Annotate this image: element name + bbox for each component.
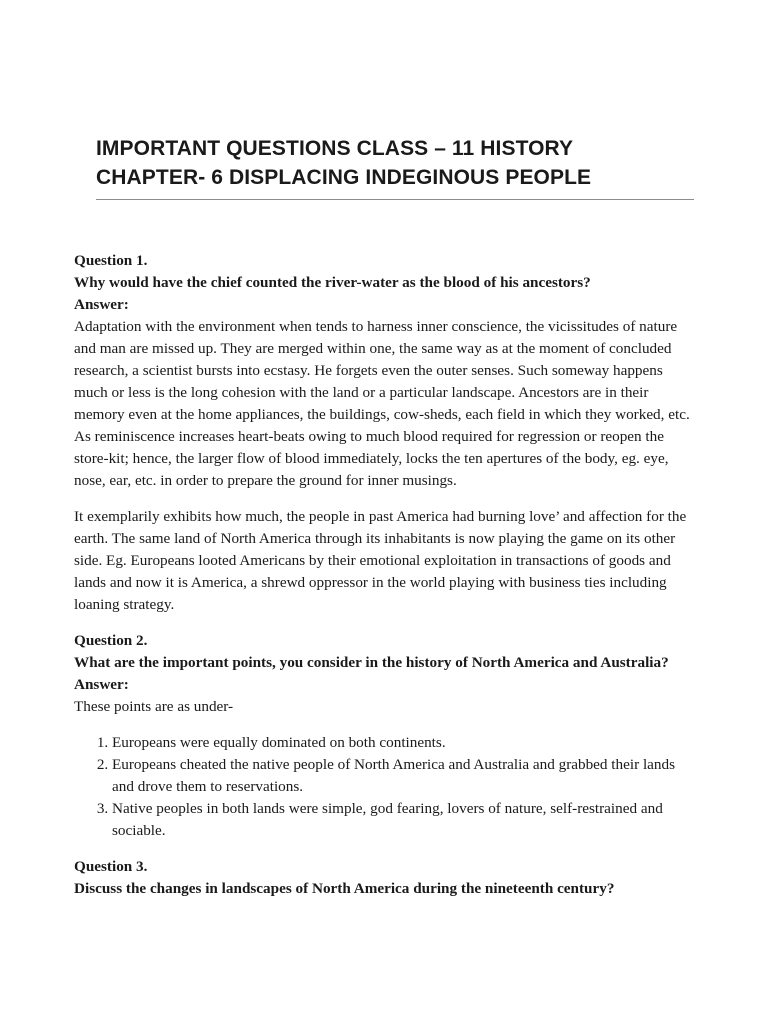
- question-2-answer-label: Answer:: [74, 676, 129, 693]
- question-2-points-list: [74, 732, 696, 842]
- question-1-answer-paragraph-2: It exemplarily exhibits how much, the people in past America had burning love’ and affection for the earth. The same land of North America through its inhabitants is now playing the game on its other side. Eg. Europeans looted Americans by their emotional exploitation in transactions of goods and lands and now it is America, a shrewd oppressor in the world playing with business ties including loaning strategy.: [74, 508, 687, 613]
- question-2-label: Question 2.: [74, 632, 148, 649]
- title-line-2: CHAPTER- 6 DISPLACING INDEGINOUS PEOPLE: [96, 166, 592, 189]
- list-item: 1. Europeans were equally dominated on both continents.: [112, 732, 696, 754]
- document-body: [74, 250, 696, 900]
- list-item: 2. Europeans cheated the native people of North America and Australia and grabbed their lands and drove them to reservations.: [112, 754, 696, 798]
- question-1-label: Question 1.: [74, 252, 148, 269]
- question-1-text: Why would have the chief counted the river-water as the blood of his ancestors?: [74, 274, 591, 291]
- question-1-answer-paragraph-1: Adaptation with the environment when tends to harness inner conscience, the vicissitudes of nature and man are missed up. They are merged within one, the same way as at the moment of concluded research, a scientist bursts into ecstasy. He forgets even the outer senses. Such someway happens much or less is the long cohesion with the land or a particular landscape. Ancestors are in their memory even at the home appliances, the buildings, cow-sheds, each field in which they worked, etc. As reminiscence increases heart-beats owing to much blood required for regression or reopen the store-kit; hence, the larger flow of blood immediately, locks the ten apertures of the body, eg. eye, nose, ear, etc. in order to prepare the ground for inner musings.: [74, 318, 690, 489]
- question-2-text: What are the important points, you consider in the history of North America and Australia?: [74, 654, 669, 671]
- question-1: [74, 250, 696, 616]
- question-2: [74, 630, 696, 842]
- question-2-answer-intro: These points are as under-: [74, 698, 234, 715]
- question-3-text: Discuss the changes in landscapes of North America during the nineteenth century?: [74, 880, 615, 897]
- list-item: 3. Native peoples in both lands were simple, god fearing, lovers of nature, self-restrained and sociable.: [112, 798, 696, 842]
- question-3-label: Question 3.: [74, 858, 148, 875]
- question-1-answer-label: Answer:: [74, 296, 129, 313]
- title-line-1: IMPORTANT QUESTIONS CLASS – 11 HISTORY: [96, 137, 574, 160]
- question-3: [74, 856, 696, 900]
- document-header: [96, 134, 694, 200]
- header-divider: [96, 199, 694, 200]
